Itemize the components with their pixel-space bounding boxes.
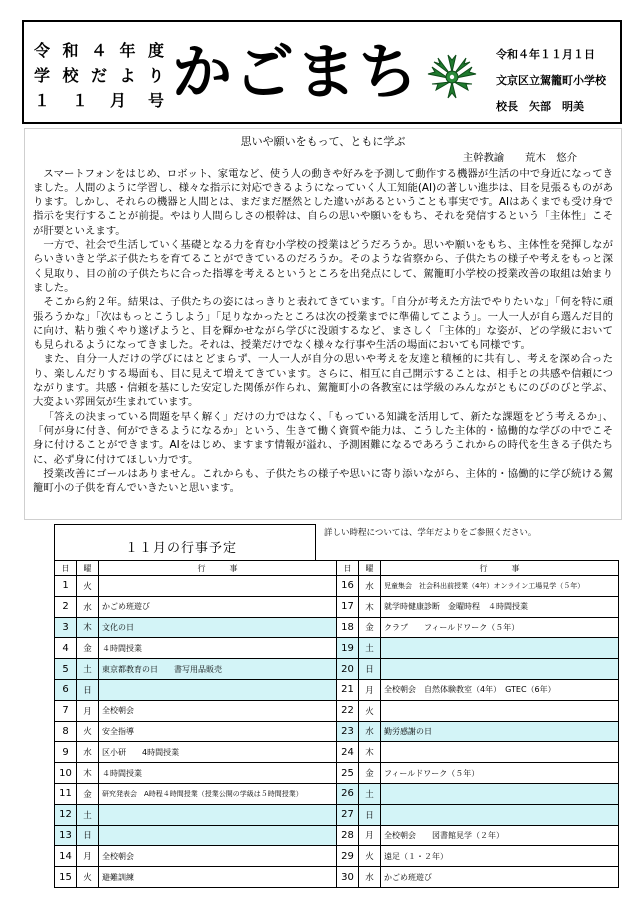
day-cell: 21 — [337, 679, 359, 700]
event-cell: ４時間授業 — [99, 638, 337, 659]
event-cell — [381, 742, 619, 763]
table-row — [55, 700, 619, 721]
event-cell: かごめ班遊び — [381, 867, 619, 888]
table-row — [55, 679, 619, 700]
table-row — [55, 721, 619, 742]
article-author: 主幹教諭 荒木 悠介 — [462, 152, 577, 165]
table-row — [55, 804, 619, 825]
event-cell: 全校朝会 — [99, 846, 337, 867]
col-day-header: 日 — [337, 561, 359, 576]
day-cell: 14 — [55, 846, 77, 867]
dow-cell: 月 — [359, 825, 381, 846]
dow-cell: 土 — [359, 783, 381, 804]
dow-cell: 水 — [359, 867, 381, 888]
issue-line-name: 学校だより — [34, 66, 164, 85]
event-cell: フィールドワーク（５年） — [381, 763, 619, 784]
dow-cell: 火 — [77, 721, 99, 742]
event-cell: 研究発表会 A時程４時間授業（授業公開の学級は５時間授業） — [99, 783, 337, 804]
event-cell — [381, 638, 619, 659]
dow-cell: 日 — [77, 679, 99, 700]
dow-cell: 火 — [359, 700, 381, 721]
principal-article — [24, 128, 622, 520]
col-event-header: 行 事 — [381, 561, 619, 576]
dow-cell: 月 — [77, 846, 99, 867]
article-paragraph: 授業改善にゴールはありません。これからも、子供たちの様子や思いに寄り添いながら、主体的・協働的に学び続ける駕籠町小の子供を育んでいきたいと思います。 — [33, 467, 613, 495]
event-cell: 全校朝会 図書館見学（２年） — [381, 825, 619, 846]
event-cell — [381, 783, 619, 804]
schedule-note: 詳しい時程については、学年だよりをご参照ください。 — [324, 528, 537, 538]
day-cell: 18 — [337, 617, 359, 638]
dow-cell: 月 — [77, 700, 99, 721]
event-cell — [381, 659, 619, 680]
dow-cell: 木 — [77, 617, 99, 638]
event-cell: 全校朝会 — [99, 700, 337, 721]
table-row — [55, 638, 619, 659]
school-name: 文京区立駕籠町小学校 — [496, 74, 606, 87]
article-paragraph: 「答えの決まっている問題を早く解く」だけの力ではなく、「もっている知識を活用して、新たな課題をどう考えるか」、「何が身に付き、何ができるようになるか」という、生きて働く資質や能力は、こうした主体的・協働的な学びの中でこそ身に付けることができます。AIをはじめ、ますます情報が溢れ、予測困難になるであろうこれからの時代を生きる子供たちに、必ず身に付けてほしい力です。 — [33, 410, 614, 466]
dow-cell: 木 — [359, 742, 381, 763]
schedule-table — [54, 560, 619, 888]
dow-cell: 土 — [77, 804, 99, 825]
event-cell — [99, 679, 337, 700]
day-cell: 4 — [55, 638, 77, 659]
day-cell: 8 — [55, 721, 77, 742]
article-paragraph: スマートフォンをはじめ、ロボット、家電など、使う人の動きや好みを予測して動作する機器が生活の中で身近になってきました。人間のように学習し、様々な指示に対応できるようになっていく人工知能(AI)の著しい進歩は、目を見張るものがあります。しかし、それらの機器と人間とは、まだまだ歴然とした違いがあるということも事実です。AIはあくまでも受け身で指示を実行することが前提。やはり人間らしさの根幹は、自らの思いや願いをもち、それを発信するという「主体性」こそが肝要といえます。 — [33, 167, 613, 237]
day-cell: 30 — [337, 867, 359, 888]
col-event-header: 行 事 — [99, 561, 337, 576]
day-cell: 26 — [337, 783, 359, 804]
newsletter-title: かごまち — [172, 38, 420, 108]
event-cell: ４時間授業 — [99, 763, 337, 784]
dow-cell: 月 — [359, 679, 381, 700]
dow-cell: 水 — [359, 721, 381, 742]
day-cell: 17 — [337, 596, 359, 617]
day-cell: 19 — [337, 638, 359, 659]
dow-cell: 水 — [77, 596, 99, 617]
issue-info — [34, 38, 164, 113]
event-cell — [99, 825, 337, 846]
dow-cell: 金 — [359, 763, 381, 784]
day-cell: 27 — [337, 804, 359, 825]
day-cell: 12 — [55, 804, 77, 825]
issue-date: 令和４年１１月１日 — [496, 48, 595, 61]
table-row — [55, 596, 619, 617]
day-cell: 9 — [55, 742, 77, 763]
event-cell: 東京都教育の日 書写用品販売 — [99, 659, 337, 680]
dow-cell: 土 — [359, 638, 381, 659]
article-paragraph: そこから約２年。結果は、子供たちの姿にはっきりと表れてきています。「自分が考えた方法でやりたいな」「何を特に頑張ろうかな」「次はもっとこうしよう」「足りなかったところは次の授業までに準備してこよう」。一人一人が自ら選んだ目的に向け、粘り強くやり遂げようと、目を輝かせながら学びに没頭するなど、まさしく「主体的」な姿が、どの学級においても見られるようになってきました。それは、授業だけでなく様々な行事や生活の場面においても同様です。 — [33, 296, 613, 352]
day-cell: 22 — [337, 700, 359, 721]
dow-cell: 木 — [359, 596, 381, 617]
dow-cell: 火 — [77, 576, 99, 597]
day-cell: 20 — [337, 659, 359, 680]
issue-line-number: １１月号 — [34, 91, 164, 110]
day-cell: 1 — [55, 576, 77, 597]
table-row — [55, 742, 619, 763]
day-cell: 16 — [337, 576, 359, 597]
issue-line-year: 令和４年度 — [34, 41, 164, 60]
dow-cell: 日 — [77, 825, 99, 846]
day-cell: 23 — [337, 721, 359, 742]
dow-cell: 金 — [359, 617, 381, 638]
dow-cell: 火 — [77, 867, 99, 888]
schedule-header — [54, 524, 618, 560]
dow-cell: 日 — [359, 804, 381, 825]
table-header-row — [55, 561, 619, 576]
article-paragraph: また、自分一人だけの学びにはとどまらず、一人一人が自分の思いや考えを友達と積極的に共有し、考えを深め合ったり、楽しんだりする場面も、目に見えて増えてきています。さらに、相互に自己開示することは、相手との共感や信頼につながります。共感・信頼を基にした安定した関係が作られ、駕籠町小の各教室には学級のみんながともにのびのびと学ぶ、大変よい雰囲気が生まれています。 — [33, 353, 613, 409]
event-cell — [99, 576, 337, 597]
day-cell: 7 — [55, 700, 77, 721]
dow-cell: 水 — [359, 576, 381, 597]
dow-cell: 日 — [359, 659, 381, 680]
day-cell: 2 — [55, 596, 77, 617]
day-cell: 29 — [337, 846, 359, 867]
schedule-title: １１月の行事予定 — [54, 524, 316, 560]
event-cell: 遠足（１・２年） — [381, 846, 619, 867]
dow-cell: 木 — [77, 763, 99, 784]
event-cell: 全校朝会 自然体験教室（4年） GTEC（6年） — [381, 679, 619, 700]
event-cell: 避難訓練 — [99, 867, 337, 888]
table-row — [55, 576, 619, 597]
day-cell: 15 — [55, 867, 77, 888]
event-cell: 勤労感謝の日 — [381, 721, 619, 742]
event-cell: 就学時健康診断 金曜時程 ４時間授業 — [381, 596, 619, 617]
table-row — [55, 617, 619, 638]
dow-cell: 火 — [359, 846, 381, 867]
issue-meta — [496, 42, 620, 120]
event-cell — [99, 804, 337, 825]
col-dow-header: 曜 — [359, 561, 381, 576]
day-cell: 24 — [337, 742, 359, 763]
dow-cell: 金 — [77, 783, 99, 804]
table-row — [55, 825, 619, 846]
day-cell: 6 — [55, 679, 77, 700]
table-row — [55, 846, 619, 867]
event-cell: 安全指導 — [99, 721, 337, 742]
article-title: 思いや願いをもって、ともに学ぶ — [240, 135, 406, 148]
event-cell — [381, 804, 619, 825]
dow-cell: 水 — [77, 742, 99, 763]
event-cell: 児童集会 社会科出前授業（4年）オンライン工場見学（５年） — [381, 576, 619, 597]
newsletter-header — [22, 20, 622, 124]
event-schedule — [54, 524, 618, 888]
col-day-header: 日 — [55, 561, 77, 576]
table-row — [55, 867, 619, 888]
event-cell — [381, 700, 619, 721]
table-row — [55, 659, 619, 680]
day-cell: 3 — [55, 617, 77, 638]
event-cell: クラブ フィールドワーク（５年） — [381, 617, 619, 638]
dow-cell: 金 — [77, 638, 99, 659]
day-cell: 5 — [55, 659, 77, 680]
article-paragraph: 一方で、社会で生活していく基礎となる力を育む小学校の授業はどうだろうか。思いや願いをもち、主体性を発揮しながらいきいきと学ぶ子供たちを育てることができているのだろうか。そのような省察から、子供たちの様子や考えをもっと深く見取り、目の前の子供たちに合った指導を考えるというところを出発点にして、駕籠町小学校の授業改善の取組は始まりました。 — [33, 239, 613, 294]
day-cell: 11 — [55, 783, 77, 804]
event-cell: 文化の日 — [99, 617, 337, 638]
event-cell: かごめ班遊び — [99, 596, 337, 617]
day-cell: 25 — [337, 763, 359, 784]
dow-cell: 土 — [77, 659, 99, 680]
table-row — [55, 763, 619, 784]
day-cell: 13 — [55, 825, 77, 846]
principal-name: 校長 矢部 明美 — [496, 100, 584, 113]
school-emblem-icon — [426, 52, 478, 102]
table-row — [55, 783, 619, 804]
day-cell: 10 — [55, 763, 77, 784]
event-cell: 区小研 4時間授業 — [99, 742, 337, 763]
col-dow-header: 曜 — [77, 561, 99, 576]
day-cell: 28 — [337, 825, 359, 846]
